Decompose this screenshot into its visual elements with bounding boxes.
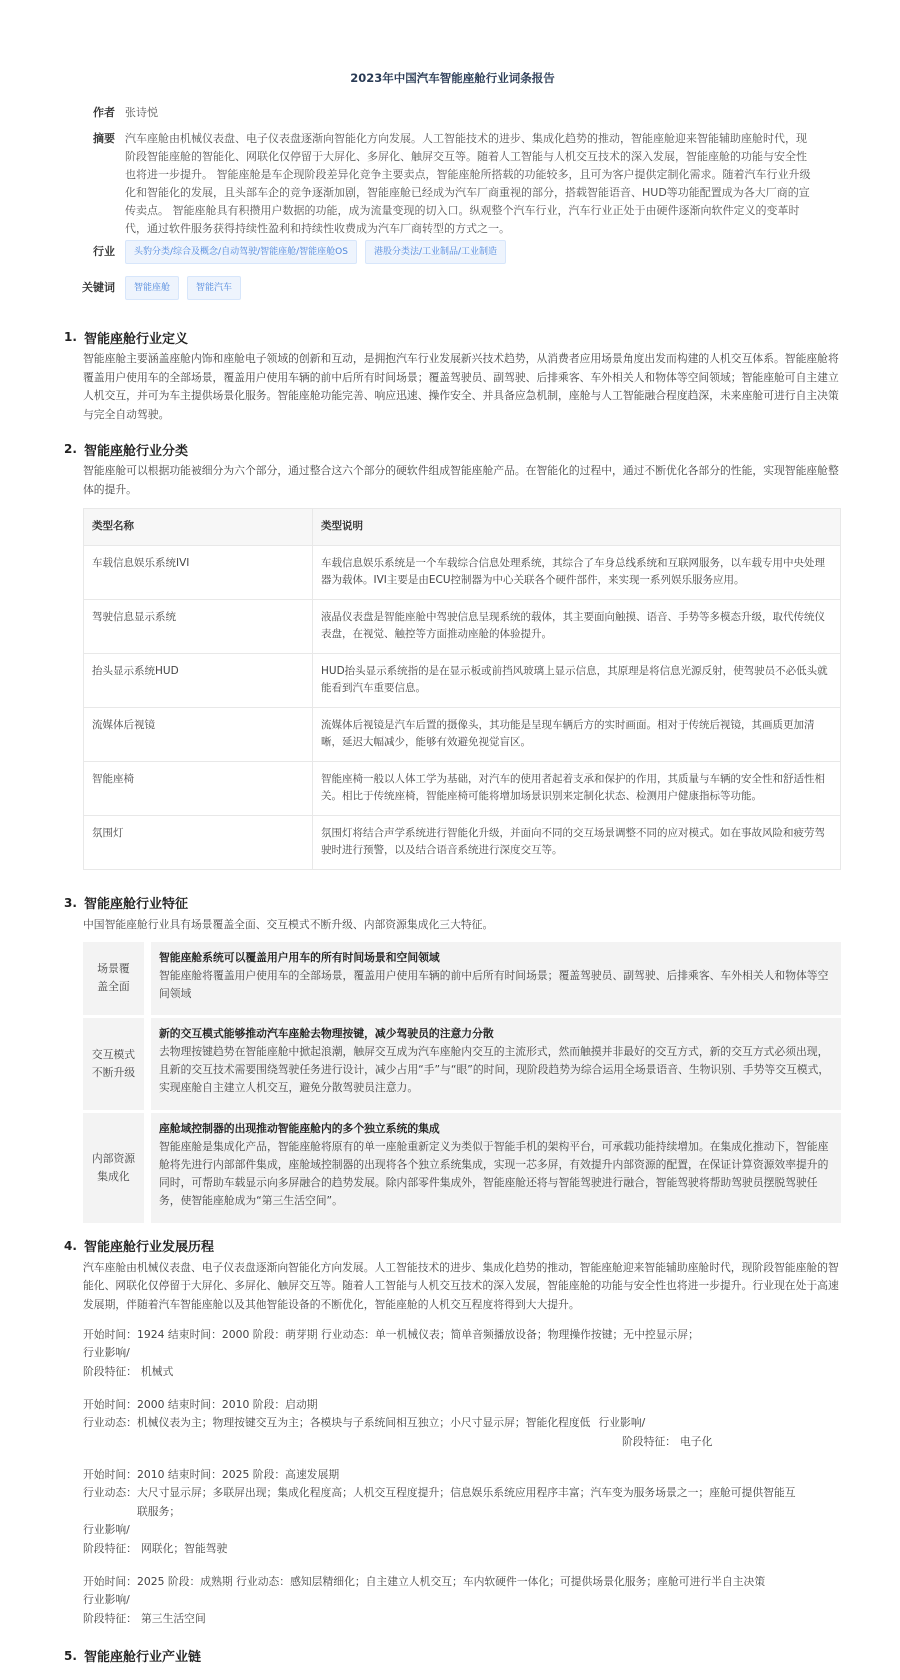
section-title: 智能座舱行业特征 bbox=[84, 897, 189, 912]
stage-line: 行业影响/ bbox=[83, 1346, 130, 1359]
feature-key-label: 内部资源集成化 bbox=[91, 1151, 136, 1183]
type-name: 车载信息娱乐系统IVI bbox=[84, 545, 313, 599]
table-header: 类型名称 bbox=[84, 509, 313, 546]
industry-tags bbox=[125, 240, 506, 264]
feature-title: 智能座舱系统可以覆盖用户用车的所有时间场景和空间领域 bbox=[159, 950, 440, 964]
abstract-text: 汽车座舱由机械仪表盘、电子仪表盘逐渐向智能化方向发展。人工智能技术的进步、集成化趋势的推动，智能座舱迎来智能辅助座舱时代，现阶段智能座舱的智能化、网联化仅停留于大屏化、多屏化、触屏交互等。随着人工智能与人机交互技术的深入发展，智能座舱的功能与安全性也将进一步提升。 智能座舱是车企现阶段差异化竞争主要卖点，智能座舱所搭载的功能较多，且可为客户提供定制化需求。随着汽车行业升级化和智能化的发展，且头部车企的竞争逐渐加剧，智能座舱已经成为汽车厂商重视的部分，搭载智能语音、HUD等功能配置成为各大厂商的宣传卖点。 智能座舱具有积攒用户数据的功能，成为流量变现的切入口。纵观整个汽车行业，汽车行业正处于由硬件逐渐向软件定义的变革时代，通过软件服务获得持续性盈利和持续性收费成为汽车厂商转型的方式之一。 bbox=[125, 132, 811, 235]
stage-line: 开始时间：2025 阶段：成熟期 行业动态：感知层精细化；自主建立人机交互；车内软硬件一体化；可提供场景化服务；座舱可进行半自主决策 bbox=[83, 1574, 766, 1588]
table-row bbox=[84, 599, 841, 653]
type-name: 流媒体后视镜 bbox=[84, 707, 313, 761]
section-title: 智能座舱行业分类 bbox=[84, 443, 189, 459]
type-desc: 车载信息娱乐系统是一个车载综合信息处理系统，其综合了车身总线系统和互联网服务，以车载专用中央处理器为载体。IVI主要是由ECU控制器为中心关联各个硬件部件，来实现一系列娱乐服务应用。 bbox=[313, 545, 841, 599]
section-title: 智能座舱行业定义 bbox=[84, 331, 189, 347]
section-number: 3. bbox=[64, 895, 77, 910]
section-3-heading bbox=[64, 890, 841, 916]
feature-title: 座舱域控制器的出现推动智能座舱内的多个独立系统的集成 bbox=[159, 1121, 440, 1135]
feature-key-label: 交互模式不断升级 bbox=[91, 1047, 136, 1079]
stage-line: 行业影响/ bbox=[83, 1523, 130, 1536]
stage-1 bbox=[83, 1326, 841, 1396]
feature-key bbox=[83, 1018, 144, 1110]
section-number: 4. bbox=[64, 1238, 77, 1253]
section-5-heading bbox=[64, 1643, 841, 1669]
section-title: 智能座舱行业发展历程 bbox=[84, 1240, 215, 1255]
table-row bbox=[84, 707, 841, 761]
stage-feature-value: 机械式 bbox=[140, 1364, 174, 1378]
stage-line: 行业影响/ bbox=[83, 1593, 130, 1606]
feature-desc: 智能座舱是集成化产品，智能座舱将原有的单一座舱重新定义为类似于智能手机的架构平台，可承载功能持续增加。在集成化推动下，智能座舱将先进行内部部件集成，座舱域控制器的出现将各个独立系统集成，实现一芯多屏，有效提升内部资源的配置，在保证计算资源效率提升的同时，可帮助车载显示向多屏融合的趋势发展。除内部零件集成外，智能座舱还将与智能驾驶进行融合，智能驾驶将帮助驾驶员摆脱驾驶任务，使智能座舱成为“第三生活空间”。 bbox=[159, 1139, 829, 1207]
feature-desc: 去物理按键趋势在智能座舱中掀起浪潮，触屏交互成为汽车座舱内交互的主流形式，然而触摸并非最好的交互方式，新的交互方式必须出现，且新的交互技术需要围绕驾驶任务进行设计，减少占用“手”与“眼”的时间，现阶段趋势为综合运用全场景语音、生物识别、手势等交互模式，实现座舱自主建立人机交互，避免分散驾驶员注意力。 bbox=[159, 1044, 830, 1094]
type-desc: 液晶仪表盘是智能座舱中驾驶信息呈现系统的载体，其主要面向触摸、语音、手势等多模态升级，取代传统仪表盘，在视觉、触控等方面推动座舱的体验提升。 bbox=[313, 599, 841, 653]
section-number: 1. bbox=[64, 330, 77, 344]
stage-line bbox=[83, 1414, 841, 1433]
table-header: 类型说明 bbox=[313, 509, 841, 546]
type-desc: 流媒体后视镜是汽车后置的摄像头，其功能是呈现车辆后方的实时画面。相对于传统后视镜，其画质更加清晰，延迟大幅减少，能够有效避免视觉盲区。 bbox=[313, 707, 841, 761]
type-name: 智能座椅 bbox=[84, 761, 313, 815]
stage-feature-value: 网联化；智能驾驶 bbox=[140, 1541, 228, 1555]
keyword-tag[interactable]: 智能座舱 bbox=[125, 276, 179, 300]
industry-label: 行业 bbox=[93, 245, 115, 258]
industry-tag[interactable]: 头豹分类/综合及概念/自动驾驶/智能座舱/智能座舱OS bbox=[125, 240, 357, 264]
abstract-row bbox=[82, 130, 841, 240]
stage-line: 联服务； bbox=[137, 1504, 181, 1518]
section-1-text: 智能座舱主要涵盖座舱内饰和座舱电子领域的创新和互动，是拥抱汽车行业发展新兴技术趋势，从消费者应用场景角度出发而构建的人机交互体系。智能座舱将覆盖用户使用车的全部场景，覆盖用户使用车辆的前中后所有时间场景；覆盖驾驶员、副驾驶、后排乘客、车外相关人和物体等空间领域；智能座舱可自主建立人机交互，并可为车主提供场景化服务。智能座舱功能完善、响应迅速、操作安全、并具备应急机制，座舱与人工智能融合程度趋深，未来座舱可进行自主决策与完全自动驾驶。 bbox=[83, 352, 839, 421]
table-row bbox=[84, 653, 841, 707]
feature-body bbox=[151, 1018, 841, 1110]
table-row bbox=[84, 545, 841, 599]
author-label: 作者 bbox=[93, 106, 115, 119]
feature-row bbox=[83, 942, 841, 1015]
stage-feature bbox=[83, 1433, 841, 1452]
type-desc: 氛围灯将结合声学系统进行智能化升级，并面向不同的交互场景调整不同的应对模式。如在事故风险和疲劳驾驶时进行预警，以及结合语音系统进行深度交互等。 bbox=[313, 815, 841, 869]
stage-line: 开始时间：2000 结束时间：2010 阶段：启动期 bbox=[83, 1397, 318, 1411]
type-name: 抬头显示系统HUD bbox=[84, 653, 313, 707]
industry-row bbox=[82, 240, 841, 276]
stage-feature-value: 第三生活空间 bbox=[140, 1611, 206, 1625]
keywords-label: 关键词 bbox=[82, 281, 115, 294]
stage-feature-value: 电子化 bbox=[679, 1434, 713, 1448]
table-header-row bbox=[84, 509, 841, 546]
stage-feature bbox=[83, 1610, 841, 1629]
feature-key bbox=[83, 942, 144, 1015]
stage-line: 开始时间：1924 结束时间：2000 阶段：萌芽期 行业动态：单一机械仪表；简单音频播放设备；物理操作按键；无中控显示屏； bbox=[83, 1327, 699, 1341]
author-name: 张诗悦 bbox=[125, 106, 158, 119]
section-title: 智能座舱行业产业链 bbox=[84, 1650, 202, 1665]
feature-row bbox=[83, 1113, 841, 1223]
keywords-row bbox=[71, 276, 841, 324]
type-desc: 智能座椅一般以人体工学为基础，对汽车的使用者起着支承和保护的作用，其质量与车辆的安全性和舒适性相关。相比于传统座椅，智能座椅可能将增加场景识别来定制化状态、检测用户健康指标等功能。 bbox=[313, 761, 841, 815]
stage-feature-label: 阶段特征： bbox=[83, 1611, 137, 1625]
feature-body bbox=[151, 942, 841, 1015]
type-desc: HUD抬头显示系统指的是在显示板或前挡风玻璃上显示信息，其原理是将信息光源反射，使驾驶员不必低头就能看到汽车重要信息。 bbox=[313, 653, 841, 707]
feature-key bbox=[83, 1113, 144, 1223]
table-row bbox=[84, 761, 841, 815]
section-number: 2. bbox=[64, 442, 77, 456]
feature-row bbox=[83, 1018, 841, 1110]
stage-line: 行业动态：大尺寸显示屏；多联屏出现；集成化程度高；人机交互程度提升；信息娱乐系统应用程序丰富；汽车变为服务场景之一；座舱可提供智能互 bbox=[83, 1486, 796, 1499]
stage-dynamics: 行业动态：机械仪表为主；物理按键交互为主；各模块与子系统间相互独立；小尺寸显示屏；智能化程度低 bbox=[83, 1416, 591, 1429]
report-title: 2023年中国汽车智能座舱行业词条报告 bbox=[350, 71, 555, 85]
stage-line: 开始时间：2010 结束时间：2025 阶段：高速发展期 bbox=[83, 1467, 340, 1481]
keyword-tags bbox=[125, 276, 241, 300]
classification-table bbox=[83, 508, 841, 870]
stage-2 bbox=[83, 1396, 841, 1466]
feature-desc: 智能座舱将覆盖用户使用车的全部场景，覆盖用户使用车辆的前中后所有时间场景；覆盖驾驶员、副驾驶、后排乘客、车外相关人和物体等空间领域 bbox=[159, 968, 829, 1000]
section-1-heading bbox=[64, 324, 841, 350]
section-2-heading bbox=[64, 436, 841, 462]
stage-feature bbox=[83, 1363, 841, 1382]
stage-feature-label: 阶段特征： bbox=[83, 1364, 137, 1378]
section-3-text: 中国智能座舱行业具有场景覆盖全面、交互模式不断升级、内部资源集成化三大特征。 bbox=[83, 917, 494, 931]
table-row bbox=[84, 815, 841, 869]
section-2-text: 智能座舱可以根据功能被细分为六个部分，通过整合这六个部分的硬软件组成智能座舱产品。在智能化的过程中，通过不断优化各部分的性能，实现智能座舱整体的提升。 bbox=[83, 464, 839, 496]
feature-body bbox=[151, 1113, 841, 1223]
stage-4 bbox=[83, 1573, 841, 1643]
stage-feature-label: 阶段特征： bbox=[83, 1541, 137, 1555]
stage-feature bbox=[83, 1540, 841, 1559]
type-name: 驾驶信息显示系统 bbox=[84, 599, 313, 653]
feature-key-label: 场景覆盖全面 bbox=[97, 962, 130, 993]
section-number: 5. bbox=[64, 1648, 77, 1663]
keyword-tag[interactable]: 智能汽车 bbox=[187, 276, 241, 300]
section-4-heading bbox=[64, 1233, 841, 1259]
stage-3 bbox=[83, 1466, 841, 1573]
stage-impact-label: 行业影响/ bbox=[598, 1416, 646, 1429]
abstract-label: 摘要 bbox=[93, 132, 115, 145]
stage-feature-label: 阶段特征： bbox=[622, 1434, 676, 1448]
author-row bbox=[82, 104, 841, 130]
feature-title: 新的交互模式能够推动汽车座舱去物理按键，减少驾驶员的注意力分散 bbox=[159, 1026, 494, 1040]
section-4-text: 汽车座舱由机械仪表盘、电子仪表盘逐渐向智能化方向发展。人工智能技术的进步、集成化趋势的推动，智能座舱迎来智能辅助座舱时代，现阶段智能座舱的智能化、网联化仅停留于大屏化、多屏化、触屏交互等。随着人工智能与人机交互技术的深入发展，智能座舱的功能与安全性也将进一步提升。行业现在处于高速发展期，伴随着汽车智能座舱以及其他智能设备的不断优化，智能座舱的人机交互程度将得到大大提升。 bbox=[83, 1260, 839, 1311]
type-name: 氛围灯 bbox=[84, 815, 313, 869]
industry-tag[interactable]: 港股分类法/工业制品/工业制造 bbox=[365, 240, 506, 264]
feature-list bbox=[83, 942, 841, 1223]
